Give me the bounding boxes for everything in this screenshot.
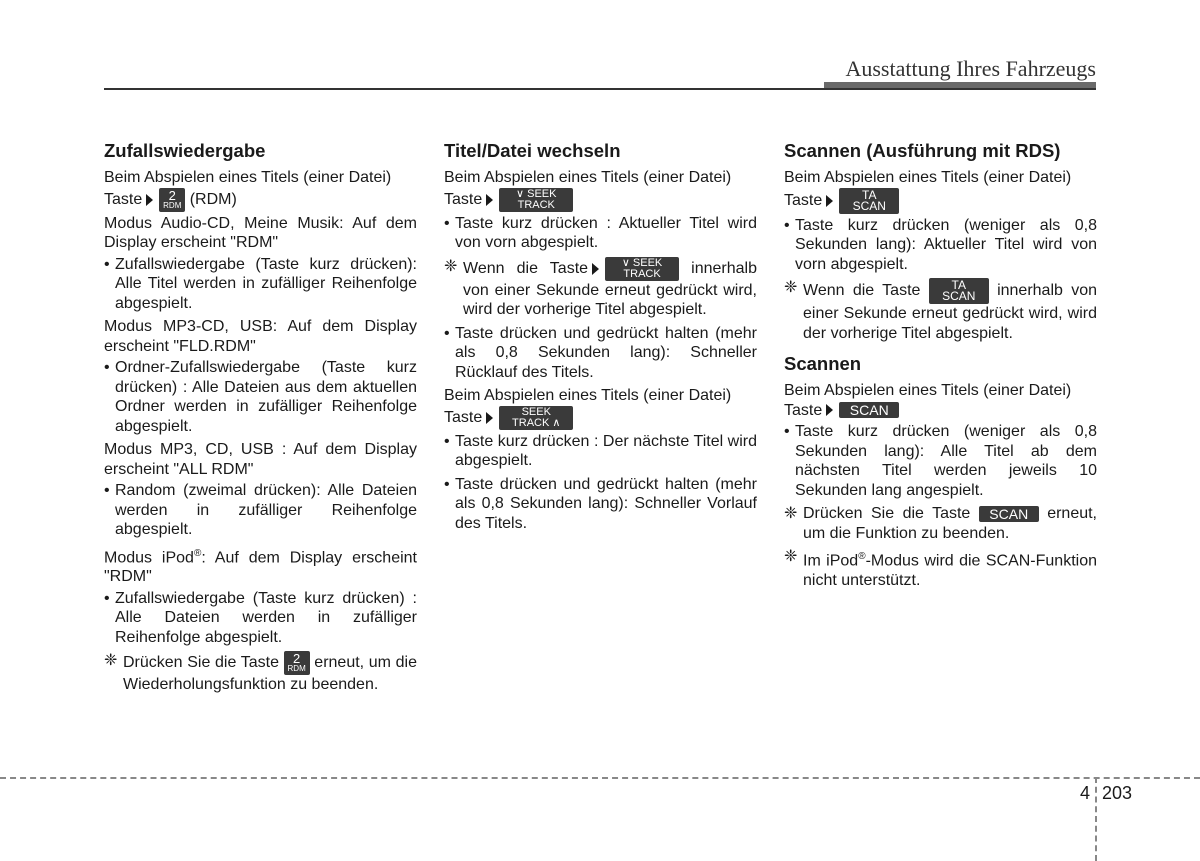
list-item: • Zufallswiedergabe (Taste kurz drücken): Alle Titel werden in zufälliger Reihenfolge abgespielt. xyxy=(104,255,417,314)
list-item: • Random (zweimal drücken): Alle Dateien werden in zufälliger Reihenfolge abgespielt. xyxy=(104,481,417,540)
note: ❈ Drücken Sie die Taste 2 RDM erneut, um die Wiederholungsfunktion zu beenden. xyxy=(104,651,417,694)
seek-track-up-key-icon: SEEK TRACK ∧ xyxy=(499,406,573,430)
arrow-right-icon xyxy=(486,412,493,424)
mode-text: Modus MP3-CD, USB: Auf dem Display erscheint "FLD.RDM" xyxy=(104,318,417,355)
header-rule xyxy=(104,88,1096,90)
seek-track-down-key-icon: ∨ SEEK TRACK xyxy=(605,257,679,281)
list-item: • Taste drücken und gedrückt halten (mehr als 0,8 Sekunden lang): Schneller Rücklauf des Titels. xyxy=(444,324,757,383)
arrow-right-icon xyxy=(826,195,833,207)
section-heading: Zufallswiedergabe xyxy=(104,140,266,161)
note: ❈ Wenn die Taste TA SCAN innerhalb von einer Sekunde erneut gedrückt wird, wird der vorherige Titel abgespielt. xyxy=(784,278,1097,342)
note-mark-icon: ❈ xyxy=(784,548,798,565)
list-item: • Taste kurz drücken : Der nächste Titel wird abgespielt. xyxy=(444,432,757,471)
page-number: 203 xyxy=(1102,783,1133,803)
intro-text: Beim Abspielen eines Titels (einer Datei) Taste TA SCAN xyxy=(784,169,1072,213)
ta-scan-key-icon: TA SCAN xyxy=(929,278,989,304)
arrow-right-icon xyxy=(146,194,153,206)
section-scan xyxy=(784,140,1097,594)
arrow-right-icon xyxy=(486,194,493,206)
list-item: • Taste kurz drücken (weniger als 0,8 Sekunden lang): Aktueller Titel wird von vorn abgespielt. xyxy=(784,216,1097,275)
note-mark-icon: ❈ xyxy=(104,652,118,670)
note: ❈ Im iPod®-Modus wird die SCAN-Funktion nicht unterstützt. xyxy=(784,548,1097,589)
arrow-right-icon xyxy=(826,404,833,416)
intro-text: Beim Abspielen eines Titels (einer Datei) Taste ∨ SEEK TRACK xyxy=(444,169,732,211)
section-heading: Titel/Datei wechseln xyxy=(444,140,621,161)
note-mark-icon: ❈ xyxy=(444,257,458,275)
section-heading: Scannen xyxy=(784,353,862,374)
intro-text: Beim Abspielen eines Titels (einer Datei) Taste 2 RDM (RDM) xyxy=(104,169,392,210)
footer-rule xyxy=(0,777,1200,779)
mode-text: Modus Audio-CD, Meine Musik: Auf dem Display erscheint "RDM" xyxy=(104,214,417,251)
header-title: Ausstattung Ihres Fahrzeugs xyxy=(845,56,1096,81)
footer-divider xyxy=(1095,777,1097,861)
list-item: • Taste drücken und gedrückt halten (mehr als 0,8 Sekunden lang): Schneller Vorlauf des Titels. xyxy=(444,475,757,534)
scan-key-icon: SCAN xyxy=(979,506,1039,522)
rdm-key-icon: 2 RDM xyxy=(284,651,310,675)
mode-text: Modus MP3, CD, USB : Auf dem Display erscheint "ALL RDM" xyxy=(104,441,417,478)
chapter-number: 4 xyxy=(1080,783,1091,803)
note: ❈ Drücken Sie die Taste SCAN erneut, um die Funktion zu beenden. xyxy=(784,505,1097,542)
list-item: • Taste kurz drücken (weniger als 0,8 Sekunden lang): Alle Titel ab dem nächsten Titel werden jeweils 10 Sekunden lang angespielt. xyxy=(784,422,1097,500)
section-heading: Scannen (Ausführung mit RDS) xyxy=(784,140,1061,161)
section-track-change xyxy=(444,140,757,537)
seek-track-down-key-icon: ∨ SEEK TRACK xyxy=(499,188,573,212)
mode-text: Modus iPod®: Auf dem Display erscheint "RDM" xyxy=(104,547,417,586)
note: ❈ Wenn die Taste ∨ SEEK TRACK innerhalb von einer Sekunde erneut gedrückt wird, wird der vorherige Titel abgespielt. xyxy=(444,256,757,318)
ta-scan-key-icon: TA SCAN xyxy=(839,188,899,214)
intro-text: Beim Abspielen eines Titels (einer Datei) Taste SEEK TRACK ∧ xyxy=(444,387,732,429)
note-mark-icon: ❈ xyxy=(784,279,798,296)
list-item: • Zufallswiedergabe (Taste kurz drücken) : Alle Dateien werden in zufälliger Reihenfolge abgespielt. xyxy=(104,589,417,648)
scan-key-icon: SCAN xyxy=(839,402,899,418)
intro-text: Beim Abspielen eines Titels (einer Datei) Taste SCAN xyxy=(784,382,1072,419)
note-mark-icon: ❈ xyxy=(784,505,798,522)
rdm-key-icon: 2 RDM xyxy=(159,188,185,212)
section-random-play xyxy=(104,140,417,699)
arrow-right-icon xyxy=(592,263,599,275)
list-item: • Ordner-Zufallswiedergabe (Taste kurz drücken) : Alle Dateien aus dem aktuellen Ordner werden in zufälliger Reihenfolge abgespielt. xyxy=(104,358,417,436)
list-item: • Taste kurz drücken : Aktueller Titel wird von vorn abgespielt. xyxy=(444,214,757,253)
